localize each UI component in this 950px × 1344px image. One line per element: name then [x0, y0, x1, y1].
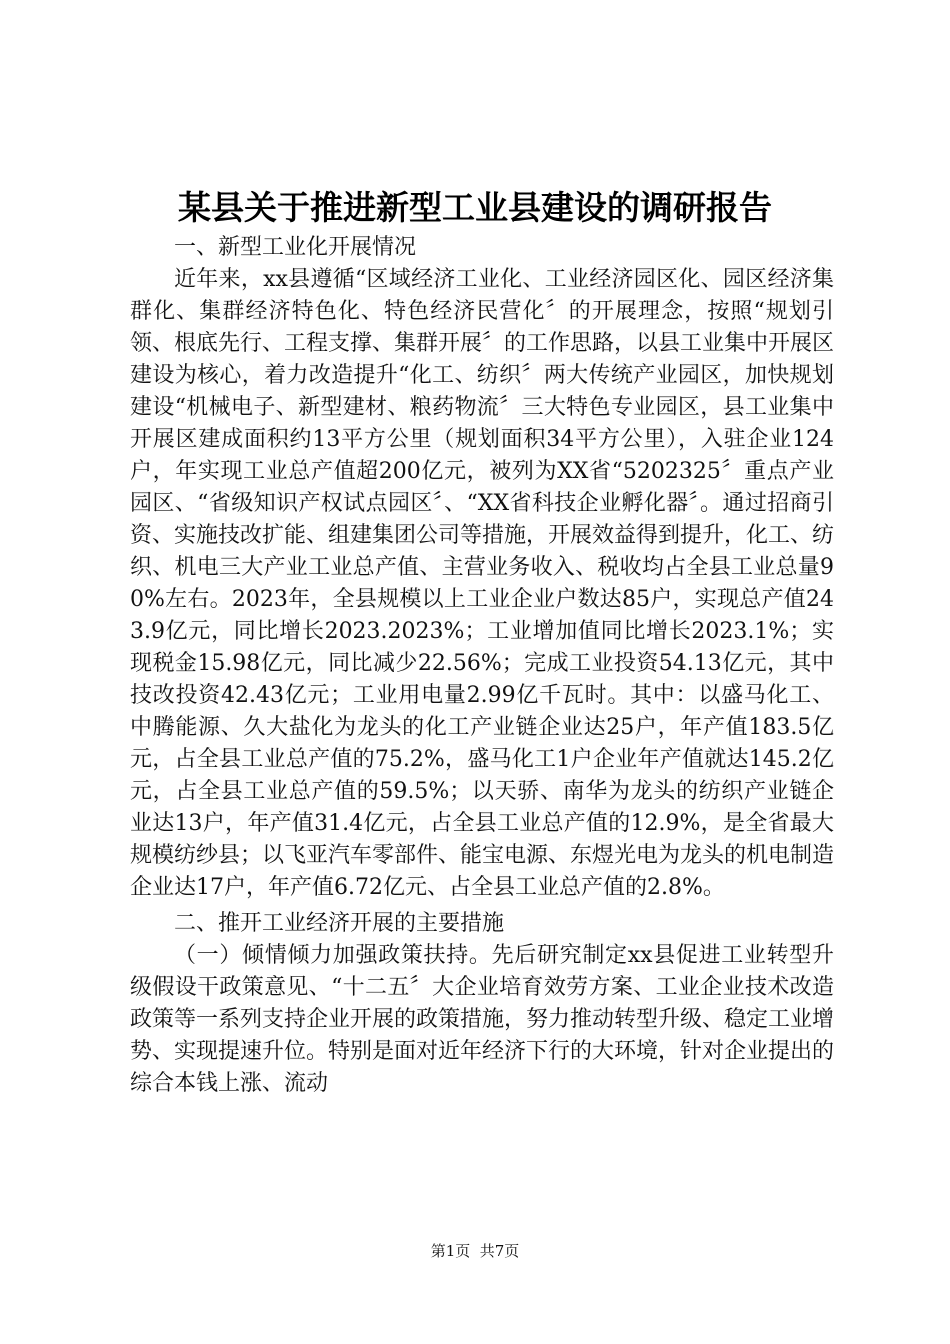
section-1-paragraph: 近年来，xx县遵循“区域经济工业化、工业经济园区化、园区经济集群化、集群经济特色化、特色经济民营化〞的开展理念，按照“规划引领、根底先行、工程支撑、集群开展〞的工作思路，以县工业集中开展区建设为核心，着力改造提升“化工、纺织〞两大传统产业园区，加快规划建设“机械电子、新型建材、粮药物流〞三大特色专业园区，县工业集中开展区建成面积约13平方公里（规划面积34平方公里），入驻企业124户，年实现工业总产值超200亿元，被列为XX省“5202325〞重点产业园区、“省级知识产权试点园区〞、“XX省科技企业孵化器〞。通过招商引资、实施技改扩能、组建集团公司等措施，开展效益得到提升，化工、纺织、机电三大产业工业总产值、主营业务收入、税收均占全县工业总量90%左右。2023年，全县规模以上工业企业户数达85户，实现总产值243.9亿元，同比增长2023.2023%；工业增加值同比增长2023.1%；实现税金15.98亿元，同比减少22.56%；完成工业投资54.13亿元，其中技改投资42.43亿元；工业用电量2.99亿千瓦时。其中：以盛马化工、中腾能源、久大盐化为龙头的化工产业链企业达25户，年产值183.5亿元，占全县工业总产值的75.2%，盛马化工1户企业年产值就达145.2亿元，占全县工业总产值的59.5%；以天骄、南华为龙头的纺织产业链企业达13户，年产值31.4亿元，占全县工业总产值的12.9%，是全省最大规模纺纱县；以飞亚汽车零部件、能宝电源、东煜光电为龙头的机电制造企业达17户，年产值6.72亿元、占全县工业总产值的2.8%。 [130, 267, 835, 900]
page-title: 某县关于推进新型工业县建设的调研报告 [178, 188, 772, 227]
document-body [130, 232, 834, 1100]
section-1-heading: 一、新型工业化开展情况 [174, 235, 417, 260]
page-number-label: 第1页 共7页 [430, 1242, 520, 1260]
section-2-heading: 二、推开工业经济开展的主要措施 [174, 911, 505, 936]
page-footer [0, 1240, 950, 1262]
section-2-paragraph: （一）倾情倾力加强政策扶持。先后研究制定xx县促进工业转型升级假设干政策意见、“十二五〞大企业培育效劳方案、工业企业技术改造政策等一系列支持企业开展的政策措施，努力推动转型升级、稳定工业增势、实现提速升位。特别是面对近年经济下行的大环境，针对企业提出的综合本钱上涨、流动 [130, 943, 835, 1096]
